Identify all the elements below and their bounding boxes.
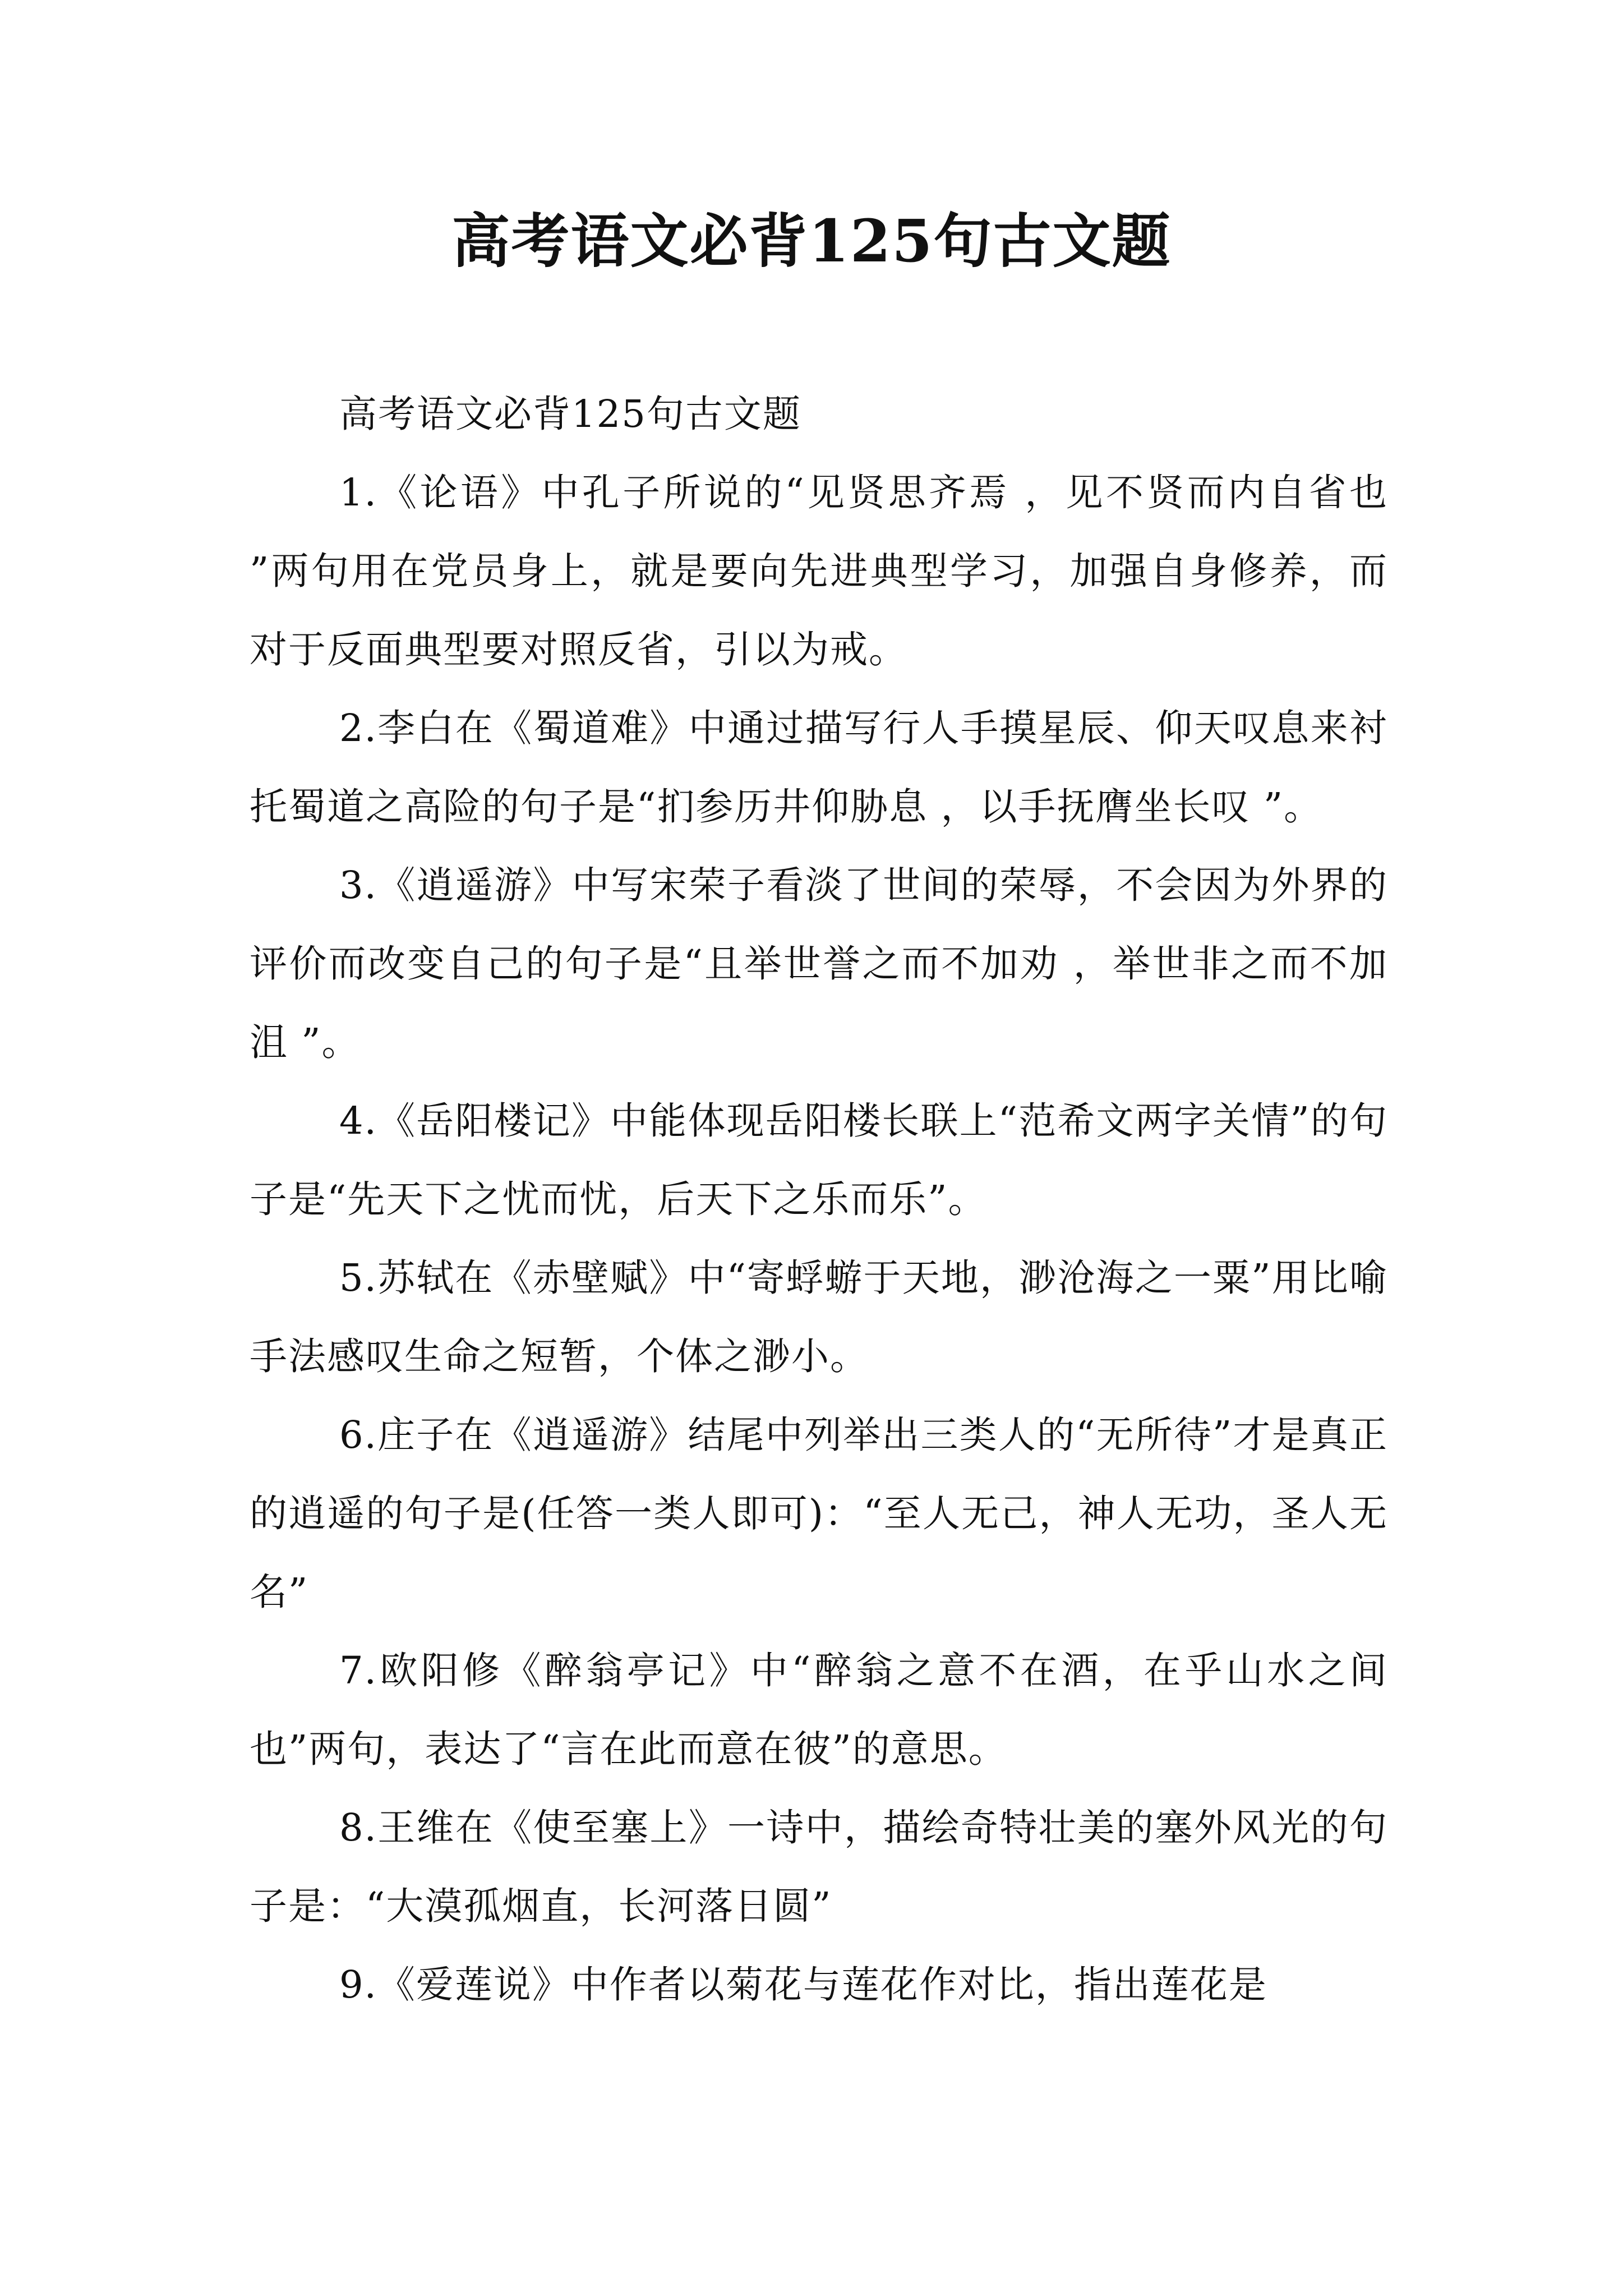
document-body (250, 375, 1388, 2024)
paragraph-6: 6.庄子在《逍遥游》结尾中列举出三类人的“无所待”才是真正的逍遥的句子是(任答一类人即可)：“至人无己，神人无功，圣人无名” (250, 1413, 1388, 1614)
paragraph-4: 4.《岳阳楼记》中能体现岳阳楼长联上“范希文两字关情”的句子是“先天下之忧而忧，后天下之乐而乐”。 (250, 1099, 1388, 1221)
paragraph-8: 8.王维在《使至塞上》一诗中，描绘奇特壮美的塞外风光的句子是：“大漠孤烟直，长河落日圆” (250, 1806, 1388, 1928)
paragraph-1: 1.《论语》中孔子所说的“见贤思齐焉 ，见不贤而内自省也 ”两句用在党员身上，就是要向先进典型学习，加强自身修养，而对于反面典型要对照反省，引以为戒。 (250, 471, 1388, 671)
paragraph-7: 7.欧阳修《醉翁亭记》中“醉翁之意不在酒，在乎山水之间也”两句，表达了“言在此而意在彼”的意思。 (250, 1649, 1388, 1771)
paragraph-5: 5.苏轼在《赤壁赋》中“寄蜉蝣于天地，渺沧海之一粟”用比喻手法感叹生命之短暂，个体之渺小。 (250, 1256, 1388, 1378)
document-subtitle: 高考语文必背125句古文题 (339, 392, 801, 436)
paragraph-2: 2.李白在《蜀道难》中通过描写行人手摸星辰、仰天叹息来衬托蜀道之高险的句子是“扪参历井仰胁息 ，以手抚膺坐长叹 ”。 (250, 706, 1388, 829)
paragraph-9: 9.《爱莲说》中作者以菊花与莲花作对比，指出莲花是 (339, 1963, 1267, 2007)
paragraph-3: 3.《逍遥游》中写宋荣子看淡了世间的荣辱，不会因为外界的评价而改变自己的句子是“且举世誉之而不加劝 ，举世非之而不加沮 ”。 (250, 863, 1388, 1064)
document-title: 高考语文必背125句古文题 (451, 206, 1172, 275)
